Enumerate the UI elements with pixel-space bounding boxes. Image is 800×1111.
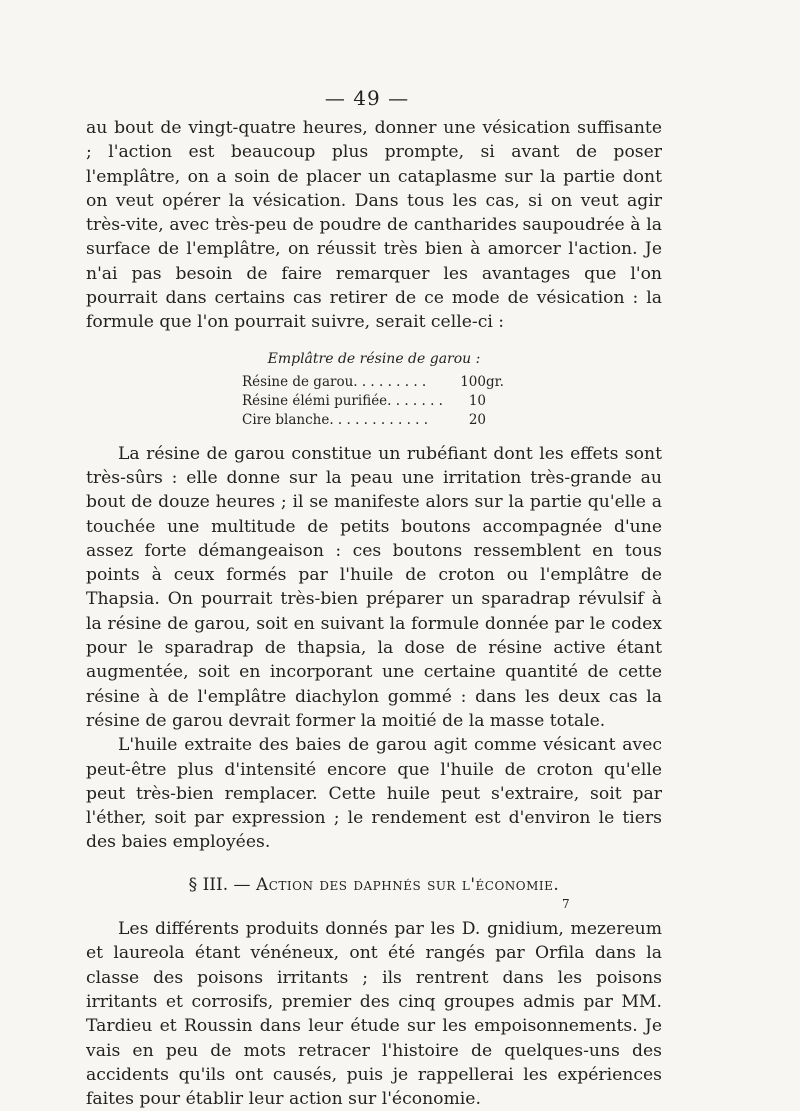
formula-ingredient: Cire blanche. . . . . . . . . . . . bbox=[242, 411, 429, 428]
page-number: — 49 — bbox=[324, 86, 410, 110]
signature-mark: 7 bbox=[562, 897, 570, 911]
formula-row bbox=[242, 373, 516, 392]
formula-quantity: 20 bbox=[468, 411, 486, 428]
formula-table bbox=[242, 373, 516, 430]
formula-ingredient: Résine de garou. . . . . . . . . bbox=[242, 373, 427, 390]
paragraph-resin: La résine de garou constitue un rubéfiant dont les effets sont très-sûrs : elle donne sur la peau une irritation très-grande au bout de douze heures ; il se manifeste alors sur la partie qu'elle a touchée une multitude de petits boutons accompagnée d'une assez forte démangeaison : ces boutons ressemblent en tous points à ceux formés par l'huile de croton ou l'emplâtre de Thapsia. On pourrait très-bien préparer un sparadrap révulsif à la résine de garou, soit en suivant la formule donnée par le codex pour le sparadrap de thapsia, la dose de résine active étant augmentée, soit en incorporant une certaine quantité de cette résine à de l'emplâtre diachylon gommé : dans les deux cas la résine de garou devrait former la moitié de la masse totale. bbox=[86, 443, 662, 731]
formula-quantity: 100 bbox=[460, 373, 486, 390]
formula-ingredient: Résine élémi purifiée. . . . . . . bbox=[242, 392, 443, 409]
formula-unit bbox=[486, 392, 516, 411]
page-body bbox=[86, 116, 662, 1111]
formula-row bbox=[242, 411, 516, 430]
section-title: Action des daphnés sur l'économie. bbox=[255, 874, 560, 895]
formula-quantity: 10 bbox=[468, 392, 486, 409]
section-heading bbox=[86, 873, 662, 897]
paragraph-continuation: au bout de vingt-quatre heures, donner une vésication suffisante ; l'action est beaucoup plus prompte, si avant de poser l'emplâtre, on a soin de placer un cataplasme sur la partie dont on veut opérer la vésication. Dans tous les cas, si on veut agir très-vite, avec très-peu de poudre de cantharides saupoudrée à la surface de l'emplâtre, on réussit très bien à amorcer l'action. Je n'ai pas besoin de faire remarquer les avantages que l'on pourrait dans certains cas retirer de ce mode de vésication : la formule que l'on pourrait suivre, serait celle-ci : bbox=[86, 118, 662, 333]
formula-row bbox=[242, 392, 516, 411]
paragraph-oil: L'huile extraite des baies de garou agit comme vésicant avec peut-être plus d'intensité encore que l'huile de croton qu'elle peut très-bien remplacer. Cette huile peut s'extraire, soit par l'éther, soit par expression ; le rendement est d'environ le tiers des baies employées. bbox=[86, 735, 662, 853]
formula-unit bbox=[486, 411, 516, 430]
section-number: § III. — bbox=[188, 874, 251, 895]
formula-unit: gr. bbox=[486, 373, 504, 390]
paragraph-toxicity: Les différents produits donnés par les D. gnidium, mezereum et laureola étant vénéneux, ont été rangés par Orfila dans la classe des poisons irritants ; ils rentrent dans les poisons irritants et corrosifs, premier des cinq groupes admis par MM. Tardieu et Roussin dans leur étude sur les empoisonnements. Je vais en peu de mots retracer l'histoire de quelques-uns des accidents qu'ils ont causés, puis je rappellerai les expériences faites pour établir leur action sur l'économie. bbox=[86, 919, 662, 1110]
formula-title: Emplâtre de résine de garou : bbox=[267, 350, 481, 367]
